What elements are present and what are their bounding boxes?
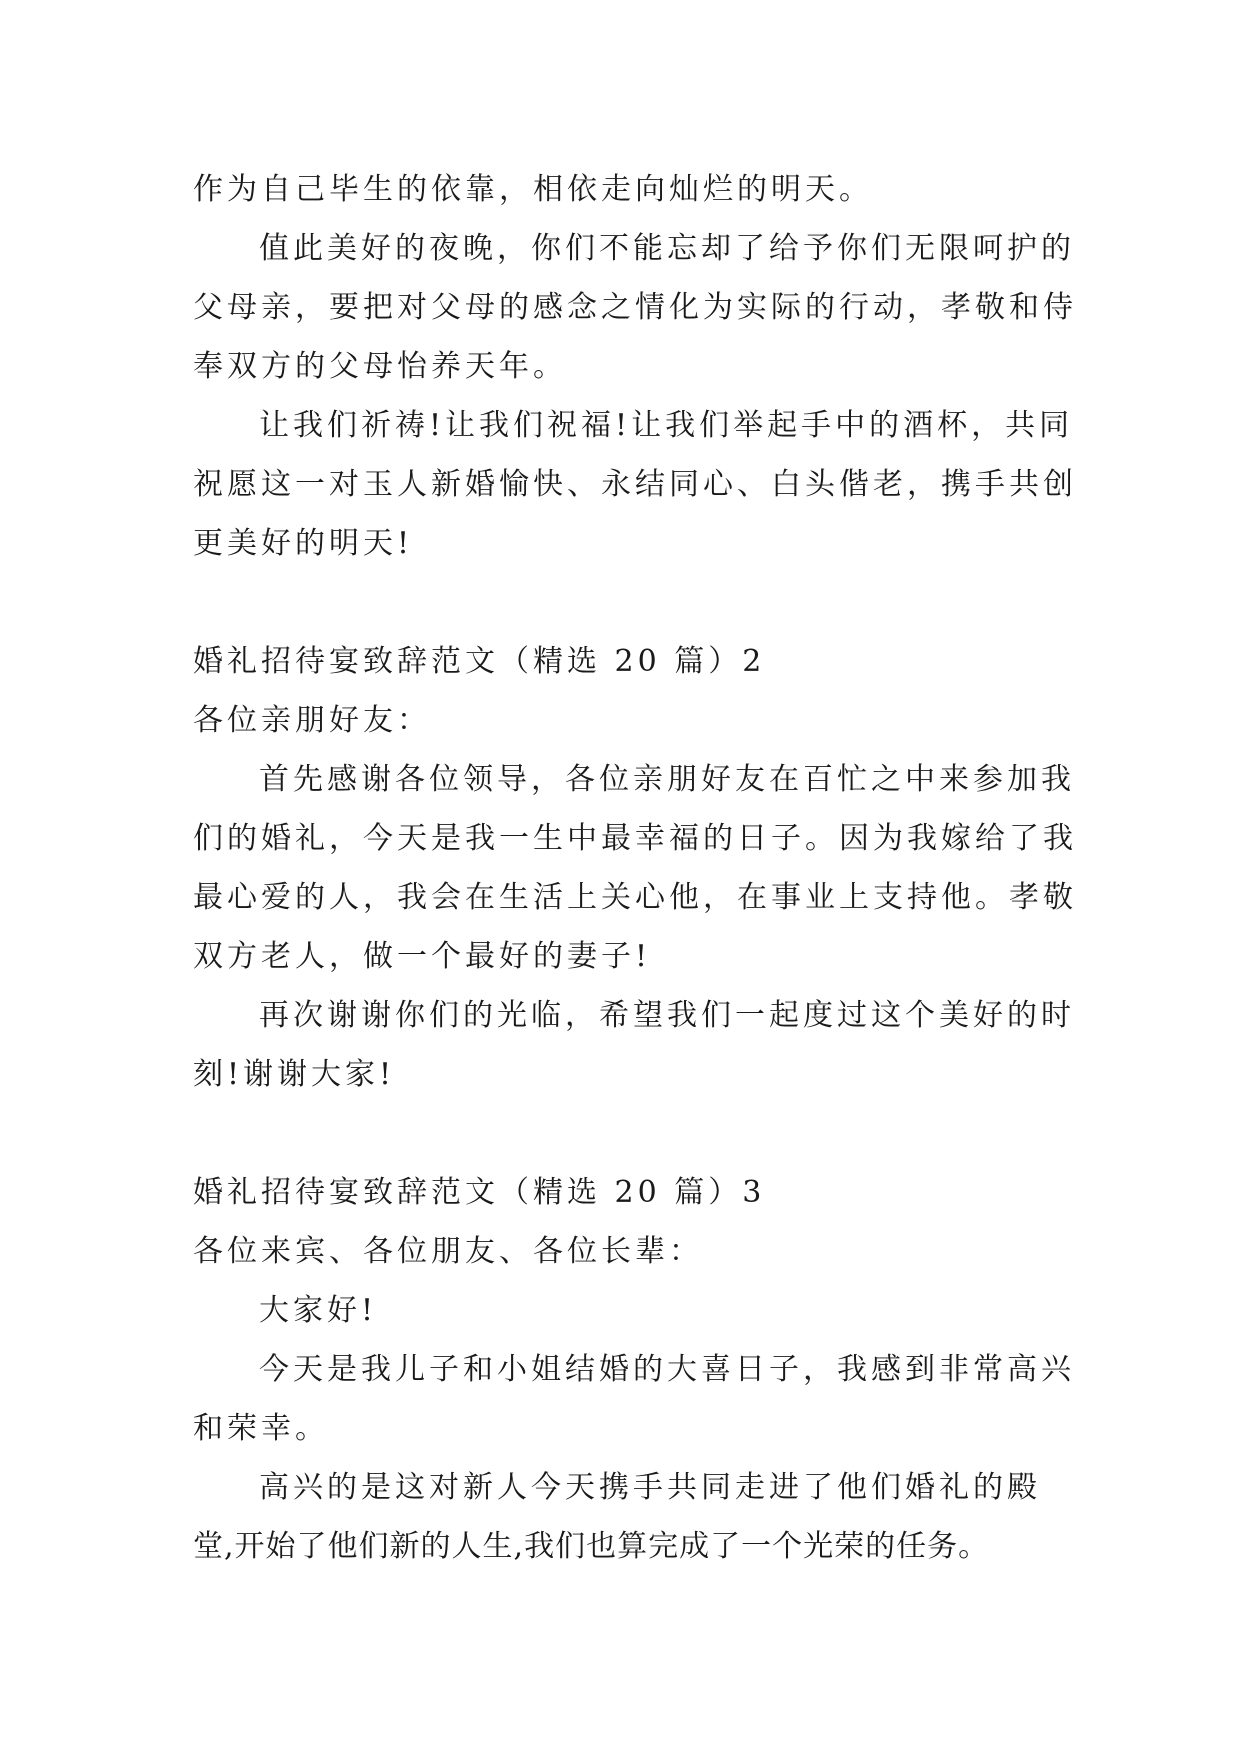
paragraph-line: 大家好!: [259, 1293, 378, 1328]
salutation: 各位来宾、各位朋友、各位长辈：: [193, 1234, 703, 1269]
section-gap: [193, 1104, 1055, 1163]
section-3: [193, 1163, 1075, 1576]
paragraph-line: 最心爱的人，我会在生活上关心他，在事业上支持他。孝敬: [193, 880, 1077, 915]
paragraph-line: 让我们祈祷!让我们祝福!让我们举起手中的酒杯，共同: [259, 408, 1074, 443]
paragraph-line: 和荣幸。: [193, 1411, 329, 1446]
section-heading: 婚礼招待宴致辞范文（精选 20 篇）3: [193, 1175, 766, 1210]
paragraph-line: 们的婚礼，今天是我一生中最幸福的日子。因为我嫁给了我: [193, 821, 1077, 856]
paragraph-line: 双方老人，做一个最好的妻子!: [193, 939, 652, 974]
paragraph-line: 作为自己毕生的依靠，相依走向灿烂的明天。: [193, 172, 873, 207]
paragraph-line: 首先感谢各位领导，各位亲朋好友在百忙之中来参加我: [259, 762, 1075, 797]
paragraph-line: 刻!谢谢大家!: [193, 1057, 396, 1092]
paragraph-line: 祝愿这一对玉人新婚愉快、永结同心、白头偕老，携手共创: [193, 467, 1077, 502]
salutation: 各位亲朋好友：: [193, 703, 431, 738]
paragraph-line: 高兴的是这对新人今天携手共同走进了他们婚礼的殿: [259, 1470, 1041, 1505]
section-gap: [193, 573, 1055, 632]
paragraph-line: 奉双方的父母怡养天年。: [193, 349, 567, 384]
paragraph-line: 堂,开始了他们新的人生,我们也算完成了一个光荣的任务。: [193, 1529, 990, 1564]
section-2: [193, 632, 1077, 1104]
paragraph-line: 再次谢谢你们的光临，希望我们一起度过这个美好的时: [259, 998, 1075, 1033]
section-heading: 婚礼招待宴致辞范文（精选 20 篇）2: [193, 644, 766, 679]
paragraph-line: 父母亲，要把对父母的感念之情化为实际的行动，孝敬和侍: [193, 290, 1077, 325]
paragraph-line: 更美好的明天!: [193, 526, 414, 561]
paragraph-line: 值此美好的夜晚，你们不能忘却了给予你们无限呵护的: [259, 231, 1075, 266]
paragraph-line: 今天是我儿子和小姐结婚的大喜日子，我感到非常高兴: [259, 1352, 1075, 1387]
document-page: [193, 160, 1077, 1576]
section-1: [193, 160, 1077, 573]
